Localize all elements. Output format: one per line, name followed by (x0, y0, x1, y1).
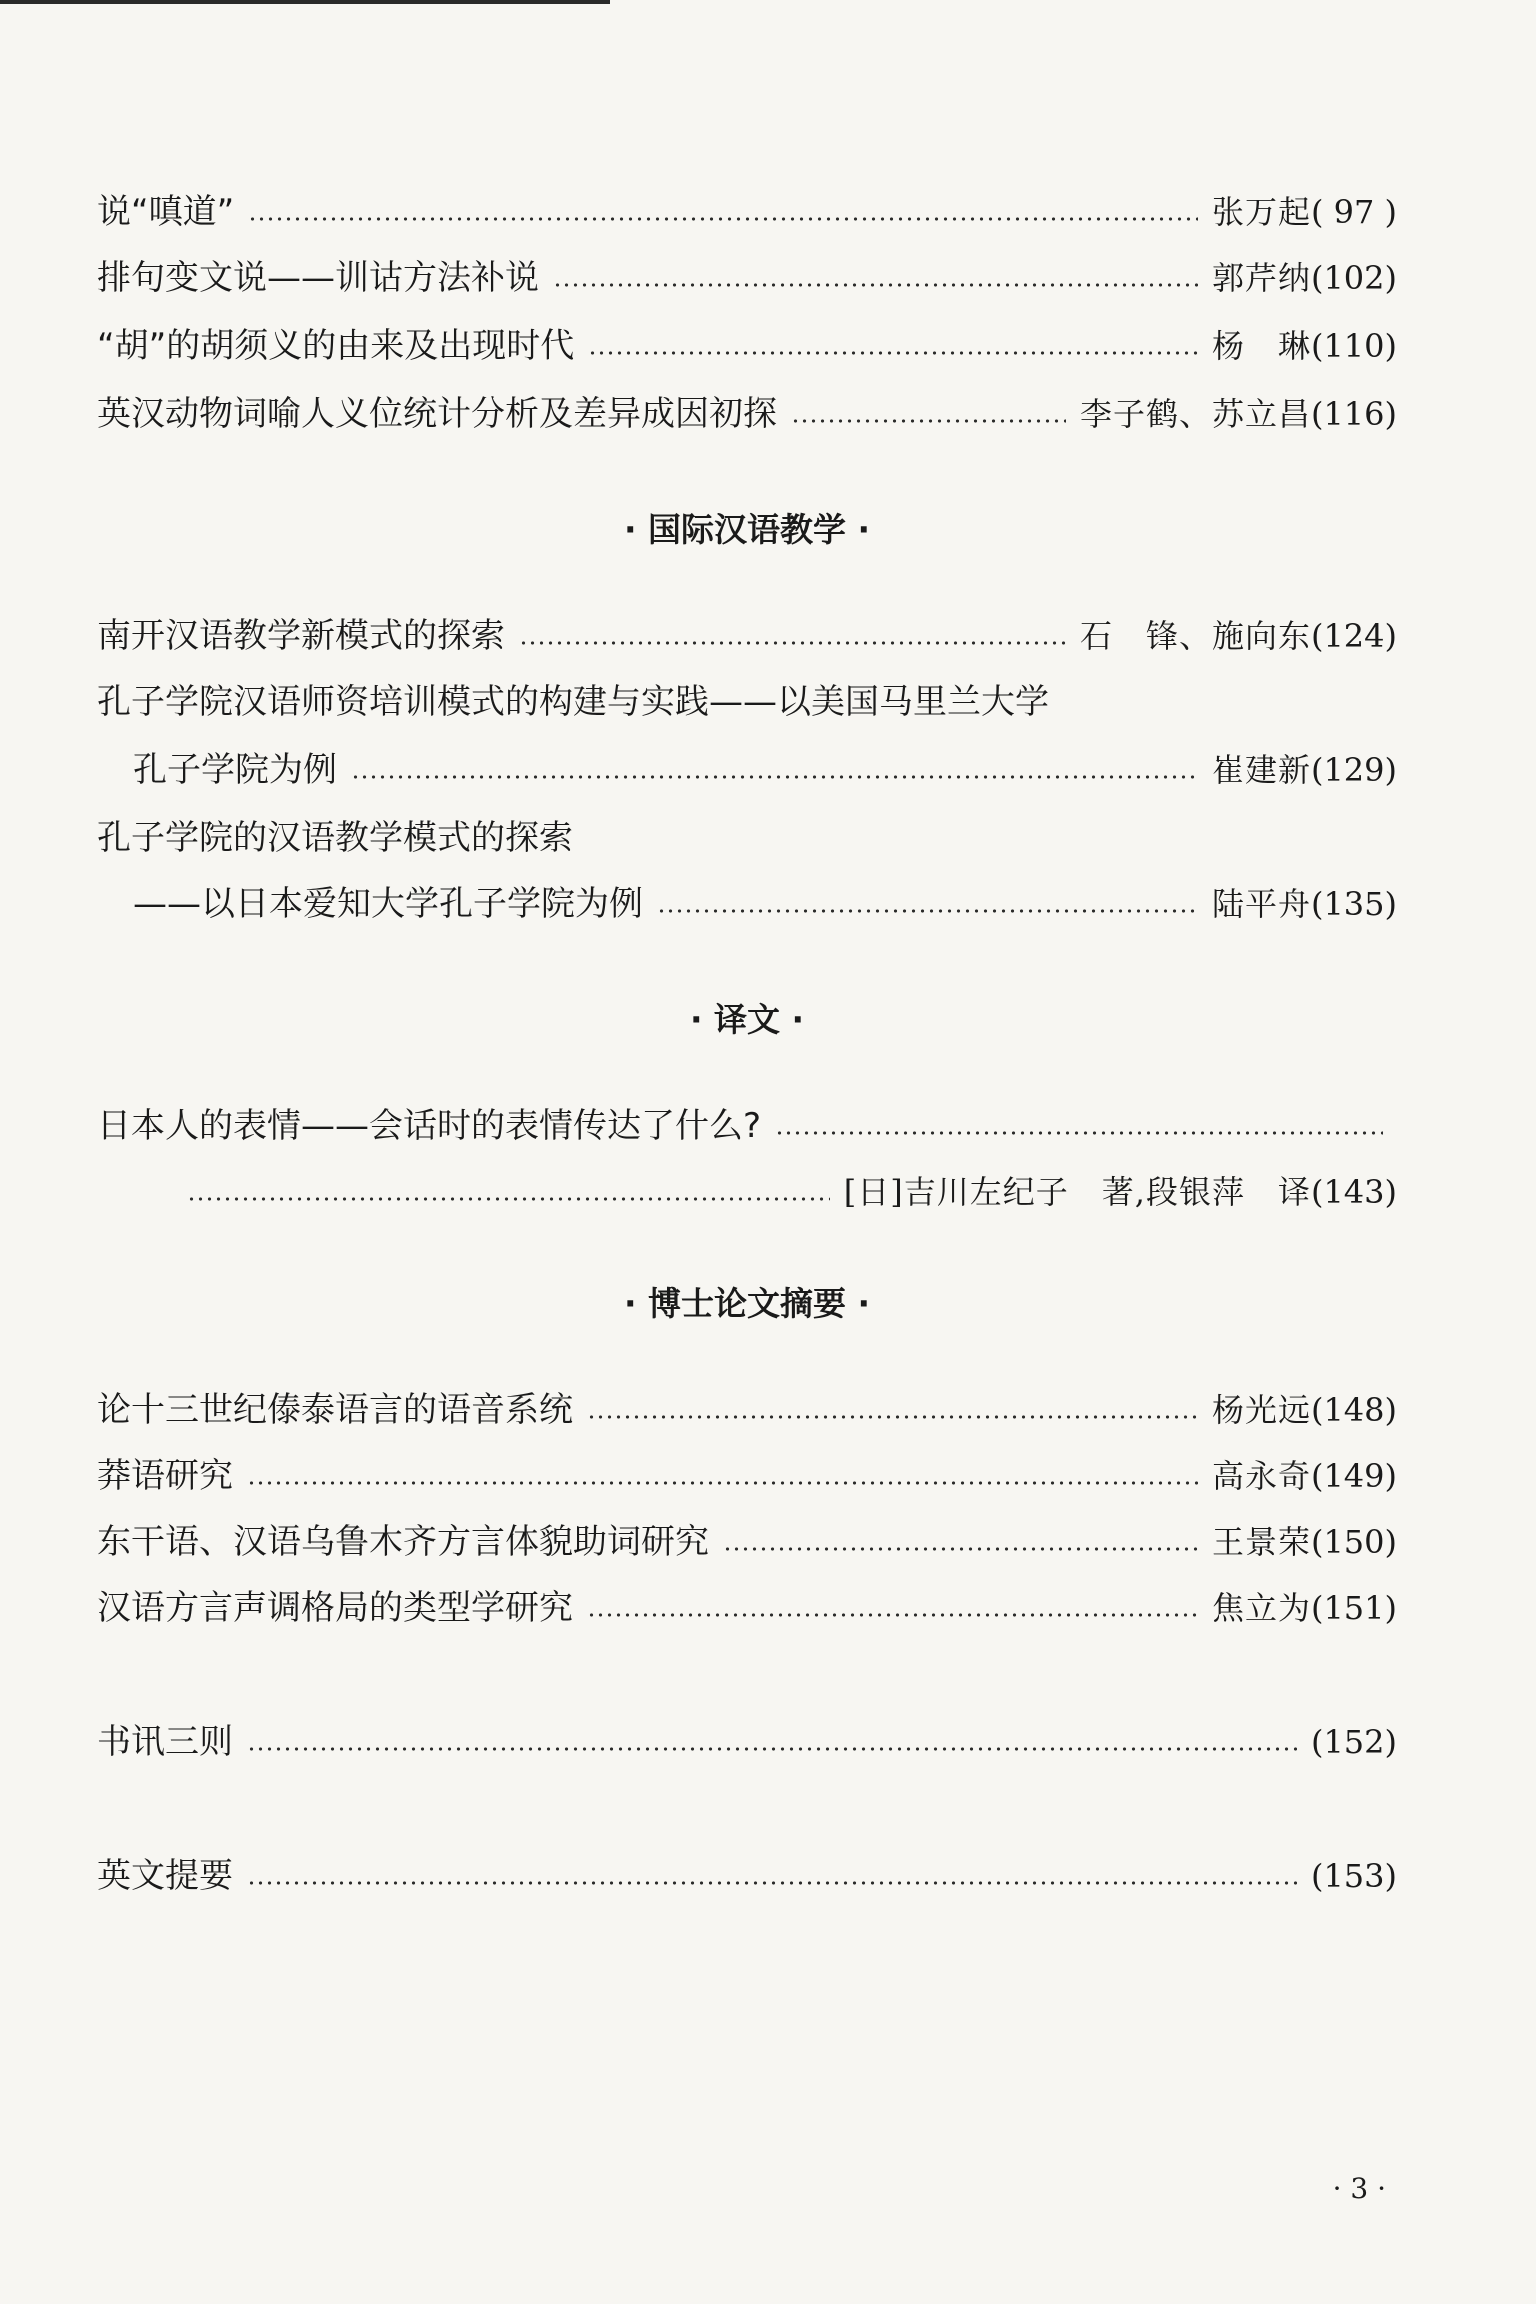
section-heading: · 博士论文摘要 · (623, 1284, 871, 1323)
entry-page: (129) (1310, 751, 1397, 789)
toc-entry[interactable] (97, 322, 1397, 370)
entry-page: (110) (1310, 327, 1397, 365)
entry-page: (148) (1310, 1391, 1397, 1429)
toc-entry[interactable] (97, 1584, 1397, 1632)
toc-entry[interactable] (97, 1102, 1397, 1150)
toc-entry[interactable] (97, 814, 1397, 862)
section-heading: · 国际汉语教学 · (623, 510, 871, 549)
toc-entry[interactable] (97, 1518, 1397, 1566)
entry-title: 汉语方言声调格局的类型学研究 (97, 1588, 573, 1628)
table-of-contents (97, 0, 1397, 2304)
entry-title: 英汉动物词喻人义位统计分析及差异成因初探 (97, 394, 777, 434)
entry-page: (149) (1310, 1457, 1397, 1495)
toc-entry[interactable] (97, 1852, 1397, 1900)
entry-page: (150) (1310, 1523, 1397, 1561)
entry-page: (102) (1310, 259, 1397, 297)
toc-entry[interactable] (97, 678, 1397, 726)
dot-leader (519, 641, 1066, 645)
entry-title: 论十三世纪傣泰语言的语音系统 (97, 1390, 573, 1430)
dot-leader (248, 217, 1198, 221)
entry-title: 书讯三则 (97, 1722, 233, 1762)
entry-title: 孔子学院的汉语教学模式的探索 (97, 818, 573, 858)
entry-page: (124) (1310, 617, 1397, 655)
entry-author: 崔建新 (1211, 751, 1311, 789)
entry-page: (135) (1310, 885, 1397, 923)
toc-entry[interactable] (97, 390, 1397, 438)
entry-title: 孔子学院为例 (133, 750, 337, 790)
toc-entry[interactable] (97, 612, 1397, 660)
entry-title: 排句变文说——训诂方法补说 (97, 258, 539, 298)
entry-title: 莽语研究 (97, 1456, 233, 1496)
dot-leader (247, 1881, 1297, 1885)
toc-entry[interactable] (97, 1452, 1397, 1500)
entry-page: (153) (1310, 1857, 1397, 1895)
toc-entry-continuation[interactable] (97, 880, 1397, 928)
toc-entry[interactable] (97, 188, 1397, 236)
toc-entry-continuation[interactable] (97, 746, 1397, 794)
dot-leader (588, 351, 1198, 355)
entry-page: (116) (1310, 395, 1397, 433)
dot-leader (247, 1747, 1297, 1751)
toc-entry-continuation[interactable] (97, 1168, 1397, 1216)
dot-leader (723, 1547, 1198, 1551)
dot-leader (657, 909, 1198, 913)
entry-author: 陆平舟 (1211, 885, 1311, 923)
entry-title: ——以日本爱知大学孔子学院为例 (133, 884, 643, 924)
entry-title: 东干语、汉语乌鲁木齐方言体貌助词研究 (97, 1522, 709, 1562)
toc-entry[interactable] (97, 1386, 1397, 1434)
dot-leader (587, 1613, 1198, 1617)
entry-page: (152) (1310, 1723, 1397, 1761)
section-heading: · 译文 · (689, 1000, 805, 1039)
dot-leader (553, 283, 1198, 287)
entry-author: 杨 琳 (1211, 327, 1311, 365)
entry-page: (143) (1310, 1173, 1397, 1211)
entry-author: 石 锋、施向东 (1079, 617, 1311, 655)
entry-title: “胡”的胡须义的由来及出现时代 (97, 326, 575, 366)
entry-title: 日本人的表情——会话时的表情传达了什么? (97, 1106, 762, 1146)
entry-page: ( 97 ) (1310, 193, 1397, 231)
entry-title: 南开汉语教学新模式的探索 (97, 616, 505, 656)
entry-author: [日]吉川左纪子 著,段银萍 译 (843, 1173, 1311, 1211)
dot-leader (247, 1481, 1198, 1485)
entry-author: 杨光远 (1211, 1391, 1311, 1429)
entry-author: 郭芹纳 (1211, 259, 1311, 297)
entry-title: 说“嗔道” (97, 192, 235, 232)
entry-title: 英文提要 (97, 1856, 233, 1896)
dot-leader (791, 419, 1066, 423)
dot-leader (187, 1197, 830, 1201)
entry-title: 孔子学院汉语师资培训模式的构建与实践——以美国马里兰大学 (97, 682, 1049, 722)
toc-entry[interactable] (97, 254, 1397, 302)
toc-entry[interactable] (97, 1718, 1397, 1766)
entry-author: 高永奇 (1211, 1457, 1311, 1495)
entry-page: (151) (1310, 1589, 1397, 1627)
entry-author: 张万起 (1211, 193, 1311, 231)
dot-leader (775, 1131, 1383, 1135)
entry-author: 焦立为 (1211, 1589, 1311, 1627)
entry-author: 王景荣 (1211, 1523, 1311, 1561)
dot-leader (587, 1415, 1198, 1419)
entry-author: 李子鹤、苏立昌 (1079, 395, 1311, 433)
page-number: · 3 · (1332, 2172, 1386, 2205)
dot-leader (351, 775, 1198, 779)
